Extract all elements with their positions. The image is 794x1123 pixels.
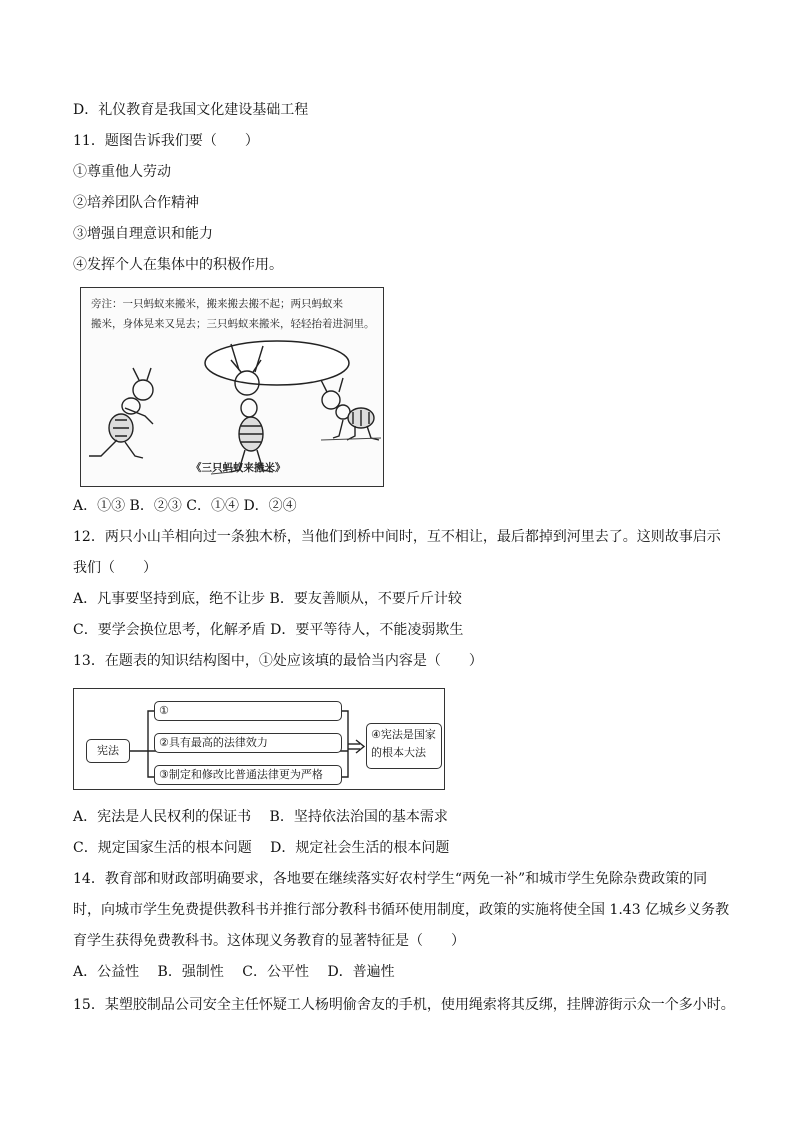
q11-statement-3: ③增强自理意识和能力 <box>73 226 213 242</box>
q12-stem-line-2: 我们（ ） <box>73 560 157 576</box>
constitution-structure-diagram <box>73 688 445 790</box>
item-3-box: ③制定和修改比普通法律更为严格 <box>154 765 342 785</box>
cartoon-caption-line-1: 旁注：一只蚂蚁来搬米，搬来搬去搬不起；两只蚂蚁来 <box>91 298 343 310</box>
q15-stem: 15．某塑胶制品公司安全主任怀疑工人杨明偷舍友的手机，使用绳索将其反绑，挂牌游街示众一个多小时。 <box>73 997 735 1013</box>
cartoon-title: 《三只蚂蚁来搬米》 <box>191 462 286 474</box>
q14-stem-line-1: 14．教育部和财政部明确要求，各地要在继续落实好农村学生“两免一补”和城市学生免除杂费政策的同 <box>73 871 708 887</box>
q13-options-cd: C．规定国家生活的根本问题 D．规定社会生活的根本问题 <box>73 840 450 856</box>
ant-cartoon-figure <box>80 287 384 487</box>
cartoon-caption-line-2: 搬米，身体晃来又晃去；三只蚂蚁来搬米，轻轻抬着进洞里。 <box>91 318 375 330</box>
q10-option-d: D．礼仪教育是我国文化建设基础工程 <box>73 102 309 118</box>
q14-stem-line-2: 时，向城市学生免费提供教科书并推行部分教科书循环使用制度，政策的实施将使全国 1.43 亿城乡义务教 <box>73 902 730 918</box>
q13-options-ab: A．宪法是人民权利的保证书 B．坚持依法治国的基本需求 <box>73 809 448 825</box>
q11-statement-2: ②培养团队合作精神 <box>73 195 199 211</box>
conclusion-box <box>366 723 442 769</box>
q12-stem-line-1: 12．两只小山羊相向过一条独木桥，当他们到桥中间时，互不相让，最后都掉到河里去了。这则故事启示 <box>73 529 721 545</box>
q11-answer-options: A．①③ B．②③ C．①④ D．②④ <box>73 498 297 514</box>
ants-carrying-rice-illustration <box>81 288 383 486</box>
q14-options: A．公益性 B．强制性 C．公平性 D．普遍性 <box>73 964 395 980</box>
q14-stem-line-3: 育学生获得免费教科书。这体现义务教育的显著特征是（ ） <box>73 933 465 949</box>
q13-stem: 13．在题表的知识结构图中，①处应该填的最恰当内容是（ ） <box>73 653 483 669</box>
conclusion-line-1: ④宪法是国家 <box>371 728 436 741</box>
constitution-box: 宪法 <box>86 739 130 763</box>
q11-stem: 11．题图告诉我们要（ ） <box>73 133 259 149</box>
q11-statement-1: ①尊重他人劳动 <box>73 164 171 180</box>
item-2-box: ②具有最高的法律效力 <box>154 733 342 753</box>
blank-item-1: ① <box>154 701 342 721</box>
carrying-ant-icon <box>321 378 379 440</box>
q11-statement-4: ④发挥个人在集体中的积极作用。 <box>73 257 283 273</box>
running-ant-icon <box>89 368 153 458</box>
rice-grain-icon <box>205 341 349 385</box>
q12-options-ab: A．凡事要坚持到底，绝不让步 B．要友善顺从，不要斤斤计较 <box>73 591 462 607</box>
conclusion-line-2: 的根本大法 <box>371 746 426 759</box>
q12-options-cd: C．要学会换位思考，化解矛盾 D．要平等待人，不能凌弱欺生 <box>73 622 464 638</box>
